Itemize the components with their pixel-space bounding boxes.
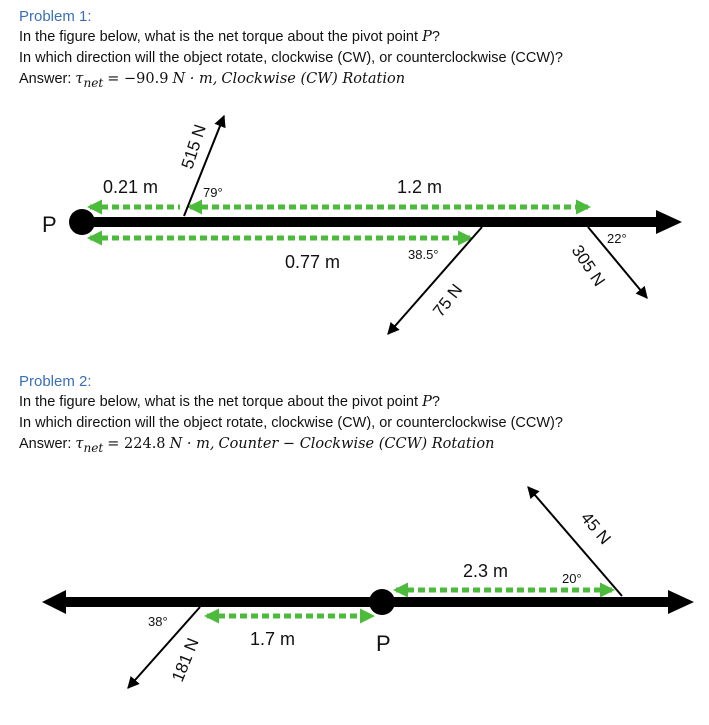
dist-label-0-21: 0.21 m xyxy=(103,177,159,197)
force-label-305: 305 N xyxy=(567,241,609,290)
force-vector-75 xyxy=(388,227,482,334)
angle-label-20: 20° xyxy=(562,571,582,586)
beam-2-arrowhead-left xyxy=(42,590,66,614)
dist-label-0-77: 0.77 m xyxy=(285,252,341,272)
force-label-181: 181 N xyxy=(168,635,203,685)
beam-2-arrowhead-right xyxy=(668,590,694,614)
angle-label-38-5: 38.5° xyxy=(408,247,439,262)
problem-1-title: Problem 1: xyxy=(19,8,92,25)
problem-1-answer: Answer: $\tau_{net} = -90.9$ N · m, Clockwise (CW) Rotation xyxy=(19,71,406,90)
problem-2-answer: Answer: $\tau_{net} = 224.8$ N · m, Counter − Clockwise (CCW) Rotation xyxy=(19,436,495,455)
force-label-515: 515 N xyxy=(177,122,210,172)
dist-label-1-7: 1.7 m xyxy=(250,629,296,649)
beam-1-arrowhead xyxy=(656,210,682,234)
diagram-2 xyxy=(42,487,694,688)
pivot-1 xyxy=(69,209,95,235)
problem-2-question-2: In which direction will the object rotate, clockwise (CW), or counterclockwise (CCW)? xyxy=(19,415,563,431)
answer-tau: $\tau_{net}$ xyxy=(75,436,104,455)
pivot-2-label: P xyxy=(376,631,391,656)
angle-label-38: 38° xyxy=(148,614,168,629)
force-label-45: 45 N xyxy=(576,508,615,549)
answer-tau: $\tau_{net}$ xyxy=(75,71,104,90)
angle-label-22: 22° xyxy=(607,231,627,246)
angle-label-79: 79° xyxy=(203,185,223,200)
problem-1-question-2: In which direction will the object rotate, clockwise (CW), or counterclockwise (CCW)? xyxy=(19,50,563,66)
diagram-1 xyxy=(42,116,682,334)
force-label-75: 75 N xyxy=(429,280,467,321)
dist-label-1-2: 1.2 m xyxy=(397,177,443,197)
problem-2-question-1: In the figure below, what is the net torque about the pivot point P? xyxy=(19,394,440,410)
pivot-1-label: P xyxy=(42,212,57,237)
problem-1-question-1: In the figure below, what is the net torque about the pivot point P? xyxy=(19,29,440,45)
dist-label-2-3: 2.3 m xyxy=(463,561,509,581)
problem-2-title: Problem 2: xyxy=(19,373,92,390)
pivot-2 xyxy=(369,589,395,615)
